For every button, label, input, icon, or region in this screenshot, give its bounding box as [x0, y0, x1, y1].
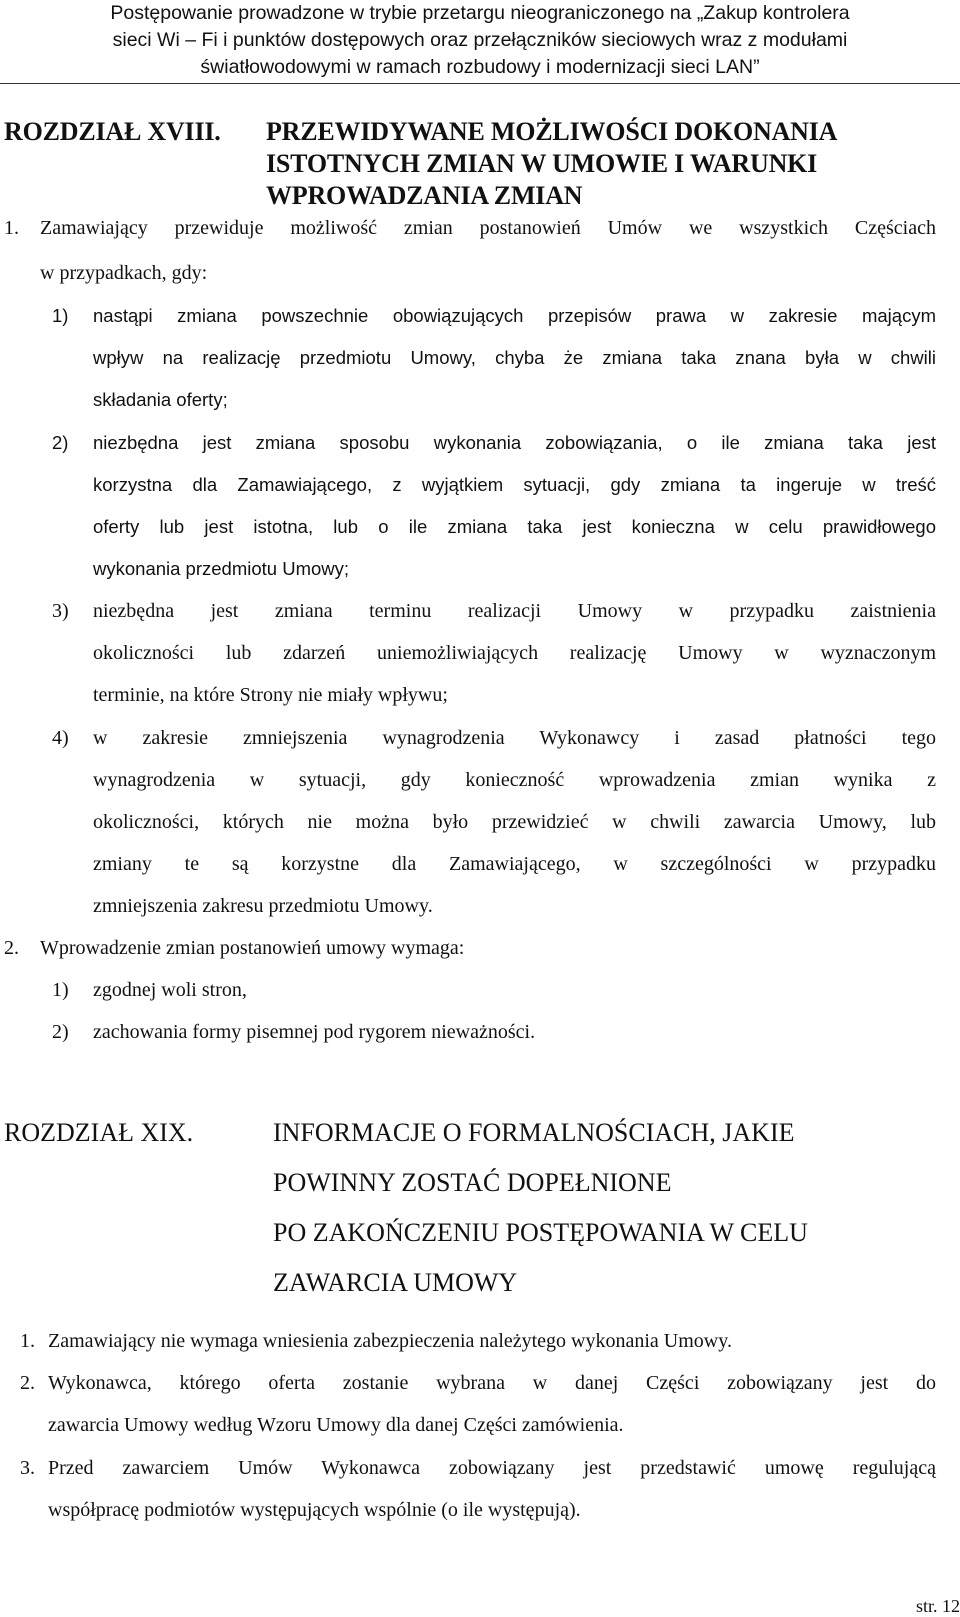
paragraph-line: Zamawiający przewiduje możliwość zmian postanowień Umów we wszystkich Częściach [40, 217, 936, 239]
item-line: okoliczności lub zdarzeń uniemożliwiających realizację Umowy w wyznaczonym [93, 642, 936, 664]
item-number: 2) [52, 432, 69, 453]
item-line: wpływ na realizację przedmiotu Umowy, chyba że zmiana taka znana była w chwili [93, 347, 936, 368]
item-line: zgodnej woli stron, [93, 979, 247, 1001]
item-line: terminie, na które Strony nie miały wpływu; [93, 684, 448, 706]
chapter-title: PRZEWIDYWANE MOŻLIWOŚCI DOKONANIA ISTOTNYCH ZMIAN W UMOWIE I WARUNKI WPROWADZANIA ZMIAN [266, 117, 836, 210]
header-line: Postępowanie prowadzone w trybie przetargu nieograniczonego na „Zakup kontrolera [110, 2, 850, 24]
page-header [0, 0, 960, 84]
item-line: niezbędna jest zmiana terminu realizacji Umowy w przypadku zaistnienia [93, 600, 936, 622]
paragraph-line: Wykonawca, którego oferta zostanie wybrana w danej Części zobowiązany jest do [48, 1372, 936, 1394]
page-number: str. 12 [915, 1596, 960, 1616]
header-line: światłowodowymi w ramach rozbudowy i modernizacji sieci LAN” [200, 56, 760, 78]
paragraph-number: 1. [4, 217, 19, 239]
item-line: zmiany te są korzystne dla Zamawiającego, w szczególności w przypadku [93, 853, 936, 875]
item-line: korzystna dla Zamawiającego, z wyjątkiem sytuacji, gdy zmiana ta ingeruje w treść [93, 474, 936, 495]
paragraph-line: Zamawiający nie wymaga wniesienia zabezpieczenia należytego wykonania Umowy. [48, 1330, 732, 1352]
item-number: 1) [52, 979, 69, 1001]
paragraph-line: Przed zawarciem Umów Wykonawca zobowiązany jest przedstawić umowę regulującą [48, 1457, 936, 1479]
chapter-title-line: ZAWARCIA UMOWY [273, 1268, 518, 1297]
item-line: oferty lub jest istotna, lub o ile zmiana taka jest konieczna w celu prawidłowego [93, 516, 936, 537]
paragraph-line: Wprowadzenie zmian postanowień umowy wymaga: [40, 937, 465, 959]
item-line: wykonania przedmiotu Umowy; [93, 558, 350, 579]
paragraph-line: zawarcia Umowy według Wzoru Umowy dla danej Części zamówienia. [48, 1414, 624, 1436]
paragraph-number: 2. [4, 937, 19, 959]
chapter-number: ROZDZIAŁ XIX. [4, 1118, 194, 1147]
item-line: wynagrodzenia w sytuacji, gdy konieczność wprowadzenia zmian wynika z [93, 769, 936, 791]
chapter-title-line: PO ZAKOŃCZENIU POSTĘPOWANIA W CELU [273, 1218, 808, 1247]
item-number: 2) [52, 1021, 69, 1043]
item-line: nastąpi zmiana powszechnie obowiązujących przepisów prawa w zakresie mającym [93, 305, 936, 326]
paragraph-line: współpracę podmiotów występujących wspólnie (o ile występują). [48, 1499, 581, 1521]
paragraph-number: 3. [20, 1457, 35, 1479]
item-line: okoliczności, których nie można było przewidzieć w chwili zawarcia Umowy, lub [93, 811, 936, 833]
item-number: 4) [52, 727, 69, 749]
chapter-number: ROZDZIAŁ XVIII. [4, 117, 221, 146]
header-line: sieci Wi – Fi i punktów dostępowych oraz przełączników sieciowych wraz z modułami [112, 29, 848, 51]
item-line: niezbędna jest zmiana sposobu wykonania zobowiązania, o ile zmiana taka jest [93, 432, 936, 453]
chapter-title-line: POWINNY ZOSTAĆ DOPEŁNIONE [273, 1168, 672, 1197]
paragraph-line: w przypadkach, gdy: [40, 262, 208, 284]
item-line: zmniejszenia zakresu przedmiotu Umowy. [93, 895, 433, 917]
item-number: 1) [52, 305, 69, 326]
item-line: zachowania formy pisemnej pod rygorem nieważności. [93, 1021, 536, 1043]
chapter-title [273, 1108, 953, 1308]
chapter-title-line: INFORMACJE O FORMALNOŚCIACH, JAKIE [273, 1118, 795, 1147]
paragraph-number: 2. [20, 1372, 35, 1394]
item-number: 3) [52, 600, 69, 622]
item-line: składania oferty; [93, 389, 228, 410]
paragraph-number: 1. [20, 1330, 35, 1352]
item-line: w zakresie zmniejszenia wynagrodzenia Wykonawcy i zasad płatności tego [93, 727, 936, 749]
